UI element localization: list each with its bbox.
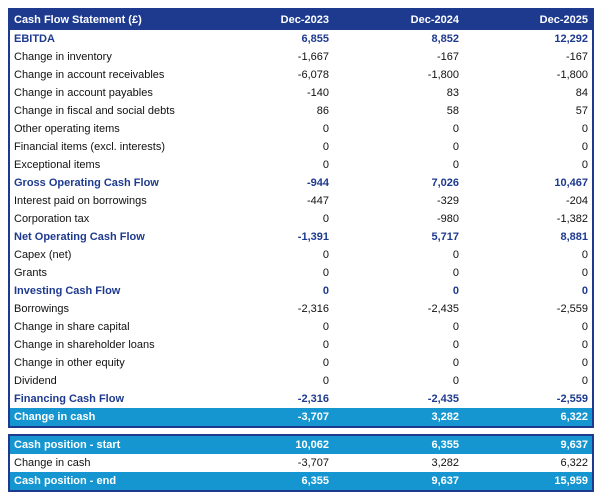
- row-value: -204: [463, 192, 593, 210]
- table-row: [9, 84, 593, 102]
- row-value: -6,078: [203, 66, 333, 84]
- row-value: -2,559: [463, 390, 593, 408]
- table-row: [9, 390, 593, 408]
- row-value: 0: [333, 246, 463, 264]
- row-value: 0: [463, 120, 593, 138]
- table-row: [9, 120, 593, 138]
- row-label: Investing Cash Flow: [9, 282, 203, 300]
- row-value: 0: [463, 372, 593, 390]
- table-row: [9, 192, 593, 210]
- row-value: 0: [333, 336, 463, 354]
- row-label: Cash position - start: [9, 435, 203, 454]
- row-value: -2,316: [203, 300, 333, 318]
- row-value: 0: [463, 264, 593, 282]
- row-value: -1,382: [463, 210, 593, 228]
- cash-flow-table: [8, 8, 594, 428]
- row-value: 84: [463, 84, 593, 102]
- row-value: 8,852: [333, 30, 463, 48]
- table-row: [9, 372, 593, 390]
- row-value: 6,322: [463, 454, 593, 472]
- cash-position-summary-table: [8, 434, 594, 492]
- row-label: EBITDA: [9, 30, 203, 48]
- table-header-row: [9, 9, 593, 30]
- row-value: 6,355: [203, 472, 333, 491]
- row-value: -2,316: [203, 390, 333, 408]
- table-row: [9, 282, 593, 300]
- row-value: -1,667: [203, 48, 333, 66]
- row-label: Capex (net): [9, 246, 203, 264]
- table-row: [9, 354, 593, 372]
- row-value: -3,707: [203, 408, 333, 427]
- row-label: Financing Cash Flow: [9, 390, 203, 408]
- table-row: [9, 174, 593, 192]
- row-value: -944: [203, 174, 333, 192]
- row-value: -2,435: [333, 390, 463, 408]
- row-value: 10,062: [203, 435, 333, 454]
- row-value: -167: [333, 48, 463, 66]
- row-value: 0: [203, 318, 333, 336]
- row-label: Gross Operating Cash Flow: [9, 174, 203, 192]
- row-label: Change in shareholder loans: [9, 336, 203, 354]
- row-value: 0: [333, 156, 463, 174]
- table-row: [9, 138, 593, 156]
- column-header-dec-2024: Dec-2024: [333, 9, 463, 30]
- row-value: -3,707: [203, 454, 333, 472]
- table-row: [9, 102, 593, 120]
- row-value: 0: [333, 282, 463, 300]
- row-value: 0: [203, 246, 333, 264]
- row-label: Corporation tax: [9, 210, 203, 228]
- row-value: -2,435: [333, 300, 463, 318]
- table-title: Cash Flow Statement (£): [9, 9, 203, 30]
- row-value: 15,959: [463, 472, 593, 491]
- row-value: 10,467: [463, 174, 593, 192]
- row-label: Exceptional items: [9, 156, 203, 174]
- row-value: 0: [203, 138, 333, 156]
- row-label: Change in cash: [9, 408, 203, 427]
- row-value: -167: [463, 48, 593, 66]
- row-value: -447: [203, 192, 333, 210]
- row-value: 83: [333, 84, 463, 102]
- row-value: 0: [203, 372, 333, 390]
- row-label: Net Operating Cash Flow: [9, 228, 203, 246]
- row-value: -1,800: [333, 66, 463, 84]
- table-row: [9, 472, 593, 491]
- table-row: [9, 30, 593, 48]
- row-value: 0: [203, 156, 333, 174]
- row-value: 9,637: [463, 435, 593, 454]
- row-value: -140: [203, 84, 333, 102]
- table-row: [9, 264, 593, 282]
- row-value: 6,855: [203, 30, 333, 48]
- row-value: 0: [463, 336, 593, 354]
- row-value: 12,292: [463, 30, 593, 48]
- row-value: 0: [203, 354, 333, 372]
- table-row: [9, 156, 593, 174]
- column-header-dec-2023: Dec-2023: [203, 9, 333, 30]
- table-row: [9, 300, 593, 318]
- row-value: 9,637: [333, 472, 463, 491]
- row-value: 0: [333, 372, 463, 390]
- row-value: 0: [463, 354, 593, 372]
- row-label: Change in inventory: [9, 48, 203, 66]
- row-value: -980: [333, 210, 463, 228]
- row-label: Change in cash: [9, 454, 203, 472]
- row-value: -2,559: [463, 300, 593, 318]
- table-row: [9, 408, 593, 427]
- row-label: Cash position - end: [9, 472, 203, 491]
- row-value: 6,355: [333, 435, 463, 454]
- row-label: Financial items (excl. interests): [9, 138, 203, 156]
- row-value: 0: [333, 264, 463, 282]
- row-value: 0: [203, 336, 333, 354]
- row-value: 0: [203, 210, 333, 228]
- row-value: 0: [463, 282, 593, 300]
- table-row: [9, 48, 593, 66]
- table-row: [9, 210, 593, 228]
- row-label: Other operating items: [9, 120, 203, 138]
- row-value: 8,881: [463, 228, 593, 246]
- row-label: Grants: [9, 264, 203, 282]
- row-label: Change in account receivables: [9, 66, 203, 84]
- row-label: Interest paid on borrowings: [9, 192, 203, 210]
- table-row: [9, 246, 593, 264]
- row-value: -1,391: [203, 228, 333, 246]
- row-label: Change in other equity: [9, 354, 203, 372]
- row-value: -329: [333, 192, 463, 210]
- row-value: 58: [333, 102, 463, 120]
- table-row: [9, 66, 593, 84]
- row-label: Change in account payables: [9, 84, 203, 102]
- table-row: [9, 336, 593, 354]
- table-row: [9, 454, 593, 472]
- row-value: 0: [333, 318, 463, 336]
- row-value: 86: [203, 102, 333, 120]
- row-value: 6,322: [463, 408, 593, 427]
- table-row: [9, 435, 593, 454]
- row-value: 0: [333, 120, 463, 138]
- row-value: 0: [463, 156, 593, 174]
- row-value: 3,282: [333, 408, 463, 427]
- row-label: Change in share capital: [9, 318, 203, 336]
- row-value: 7,026: [333, 174, 463, 192]
- row-value: 0: [203, 120, 333, 138]
- row-value: 0: [463, 318, 593, 336]
- row-value: -1,800: [463, 66, 593, 84]
- row-value: 0: [463, 138, 593, 156]
- row-value: 0: [333, 354, 463, 372]
- row-label: Change in fiscal and social debts: [9, 102, 203, 120]
- row-value: 3,282: [333, 454, 463, 472]
- row-value: 0: [333, 138, 463, 156]
- row-value: 0: [203, 264, 333, 282]
- row-label: Dividend: [9, 372, 203, 390]
- row-label: Borrowings: [9, 300, 203, 318]
- column-header-dec-2025: Dec-2025: [463, 9, 593, 30]
- row-value: 0: [203, 282, 333, 300]
- row-value: 5,717: [333, 228, 463, 246]
- table-row: [9, 228, 593, 246]
- row-value: 57: [463, 102, 593, 120]
- row-value: 0: [463, 246, 593, 264]
- table-row: [9, 318, 593, 336]
